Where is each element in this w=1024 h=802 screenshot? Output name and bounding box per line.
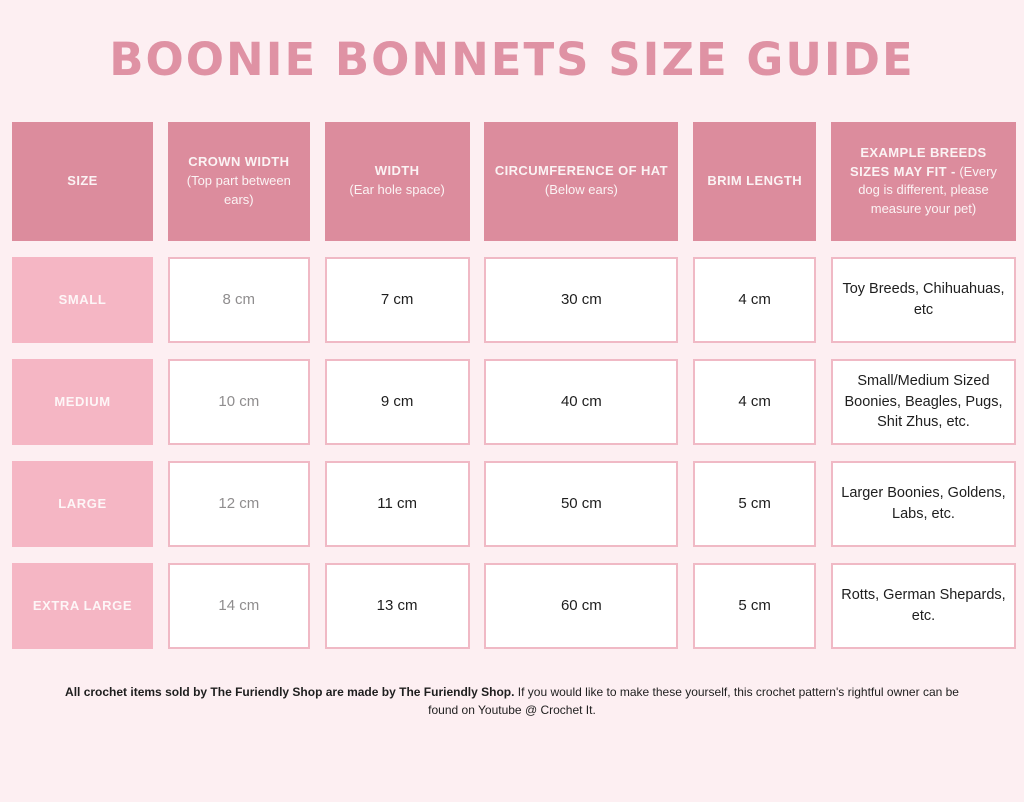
cell-large-breeds: Larger Boonies, Goldens, Labs, etc. <box>831 461 1016 547</box>
column-header-subtitle: (Top part between ears) <box>186 172 291 207</box>
column-header-example-breeds <box>831 122 1016 241</box>
cell-extra-large-circumference: 60 cm <box>484 563 678 649</box>
column-header-subtitle: (Below ears) <box>544 182 618 198</box>
column-header-subtitle: (Every dog is different, please measure your pet) <box>858 163 997 217</box>
column-header-circumference <box>484 122 678 241</box>
column-header-brim-length <box>693 122 816 241</box>
cell-large-crown-width: 12 cm <box>168 461 310 547</box>
cell-extra-large-crown-width: 14 cm <box>168 563 310 649</box>
cell-large-brim-length: 5 cm <box>693 461 816 547</box>
column-header-title: WIDTH <box>374 163 420 179</box>
column-header-title: CROWN WIDTH <box>188 153 290 169</box>
cell-medium-crown-width: 10 cm <box>168 359 310 445</box>
column-header-size <box>12 122 153 241</box>
cell-extra-large-breeds: Rotts, German Shepards, etc. <box>831 563 1016 649</box>
row-label-medium: MEDIUM <box>12 359 153 445</box>
cell-small-width: 7 cm <box>325 257 470 343</box>
column-header-title: SIZE <box>67 172 98 188</box>
column-header-width <box>325 122 470 241</box>
footer-note-bold: All crochet items sold by The Furiendly Shop are made by The Furiendly Shop. <box>65 684 515 699</box>
footer-note <box>57 683 967 720</box>
column-header-title: CIRCUMFERENCE OF HAT <box>494 163 668 179</box>
column-header-subtitle: (Ear hole space) <box>349 182 445 198</box>
cell-medium-circumference: 40 cm <box>484 359 678 445</box>
cell-large-width: 11 cm <box>325 461 470 547</box>
row-label-small: SMALL <box>12 257 153 343</box>
cell-small-breeds: Toy Breeds, Chihuahuas, etc <box>831 257 1016 343</box>
cell-small-brim-length: 4 cm <box>693 257 816 343</box>
column-header-crown-width <box>168 122 310 241</box>
page-title: BOONIE BONNETS SIZE GUIDE <box>109 33 915 86</box>
size-guide-table <box>12 122 1012 649</box>
column-header-title: EXAMPLE BREEDS SIZES MAY FIT - <box>850 144 987 179</box>
row-label-large: LARGE <box>12 461 153 547</box>
cell-extra-large-width: 13 cm <box>325 563 470 649</box>
footer-note-regular: If you would like to make these yourself, this crochet pattern's rightful owner can be found on Youtube @ Crochet It. <box>428 684 959 718</box>
column-header-title: BRIM LENGTH <box>707 172 803 188</box>
cell-extra-large-brim-length: 5 cm <box>693 563 816 649</box>
cell-medium-brim-length: 4 cm <box>693 359 816 445</box>
size-guide-page <box>0 34 1024 802</box>
cell-medium-breeds: Small/Medium Sized Boonies, Beagles, Pugs, Shit Zhus, etc. <box>831 359 1016 445</box>
cell-medium-width: 9 cm <box>325 359 470 445</box>
cell-small-crown-width: 8 cm <box>168 257 310 343</box>
row-label-extra-large: EXTRA LARGE <box>12 563 153 649</box>
cell-small-circumference: 30 cm <box>484 257 678 343</box>
cell-large-circumference: 50 cm <box>484 461 678 547</box>
